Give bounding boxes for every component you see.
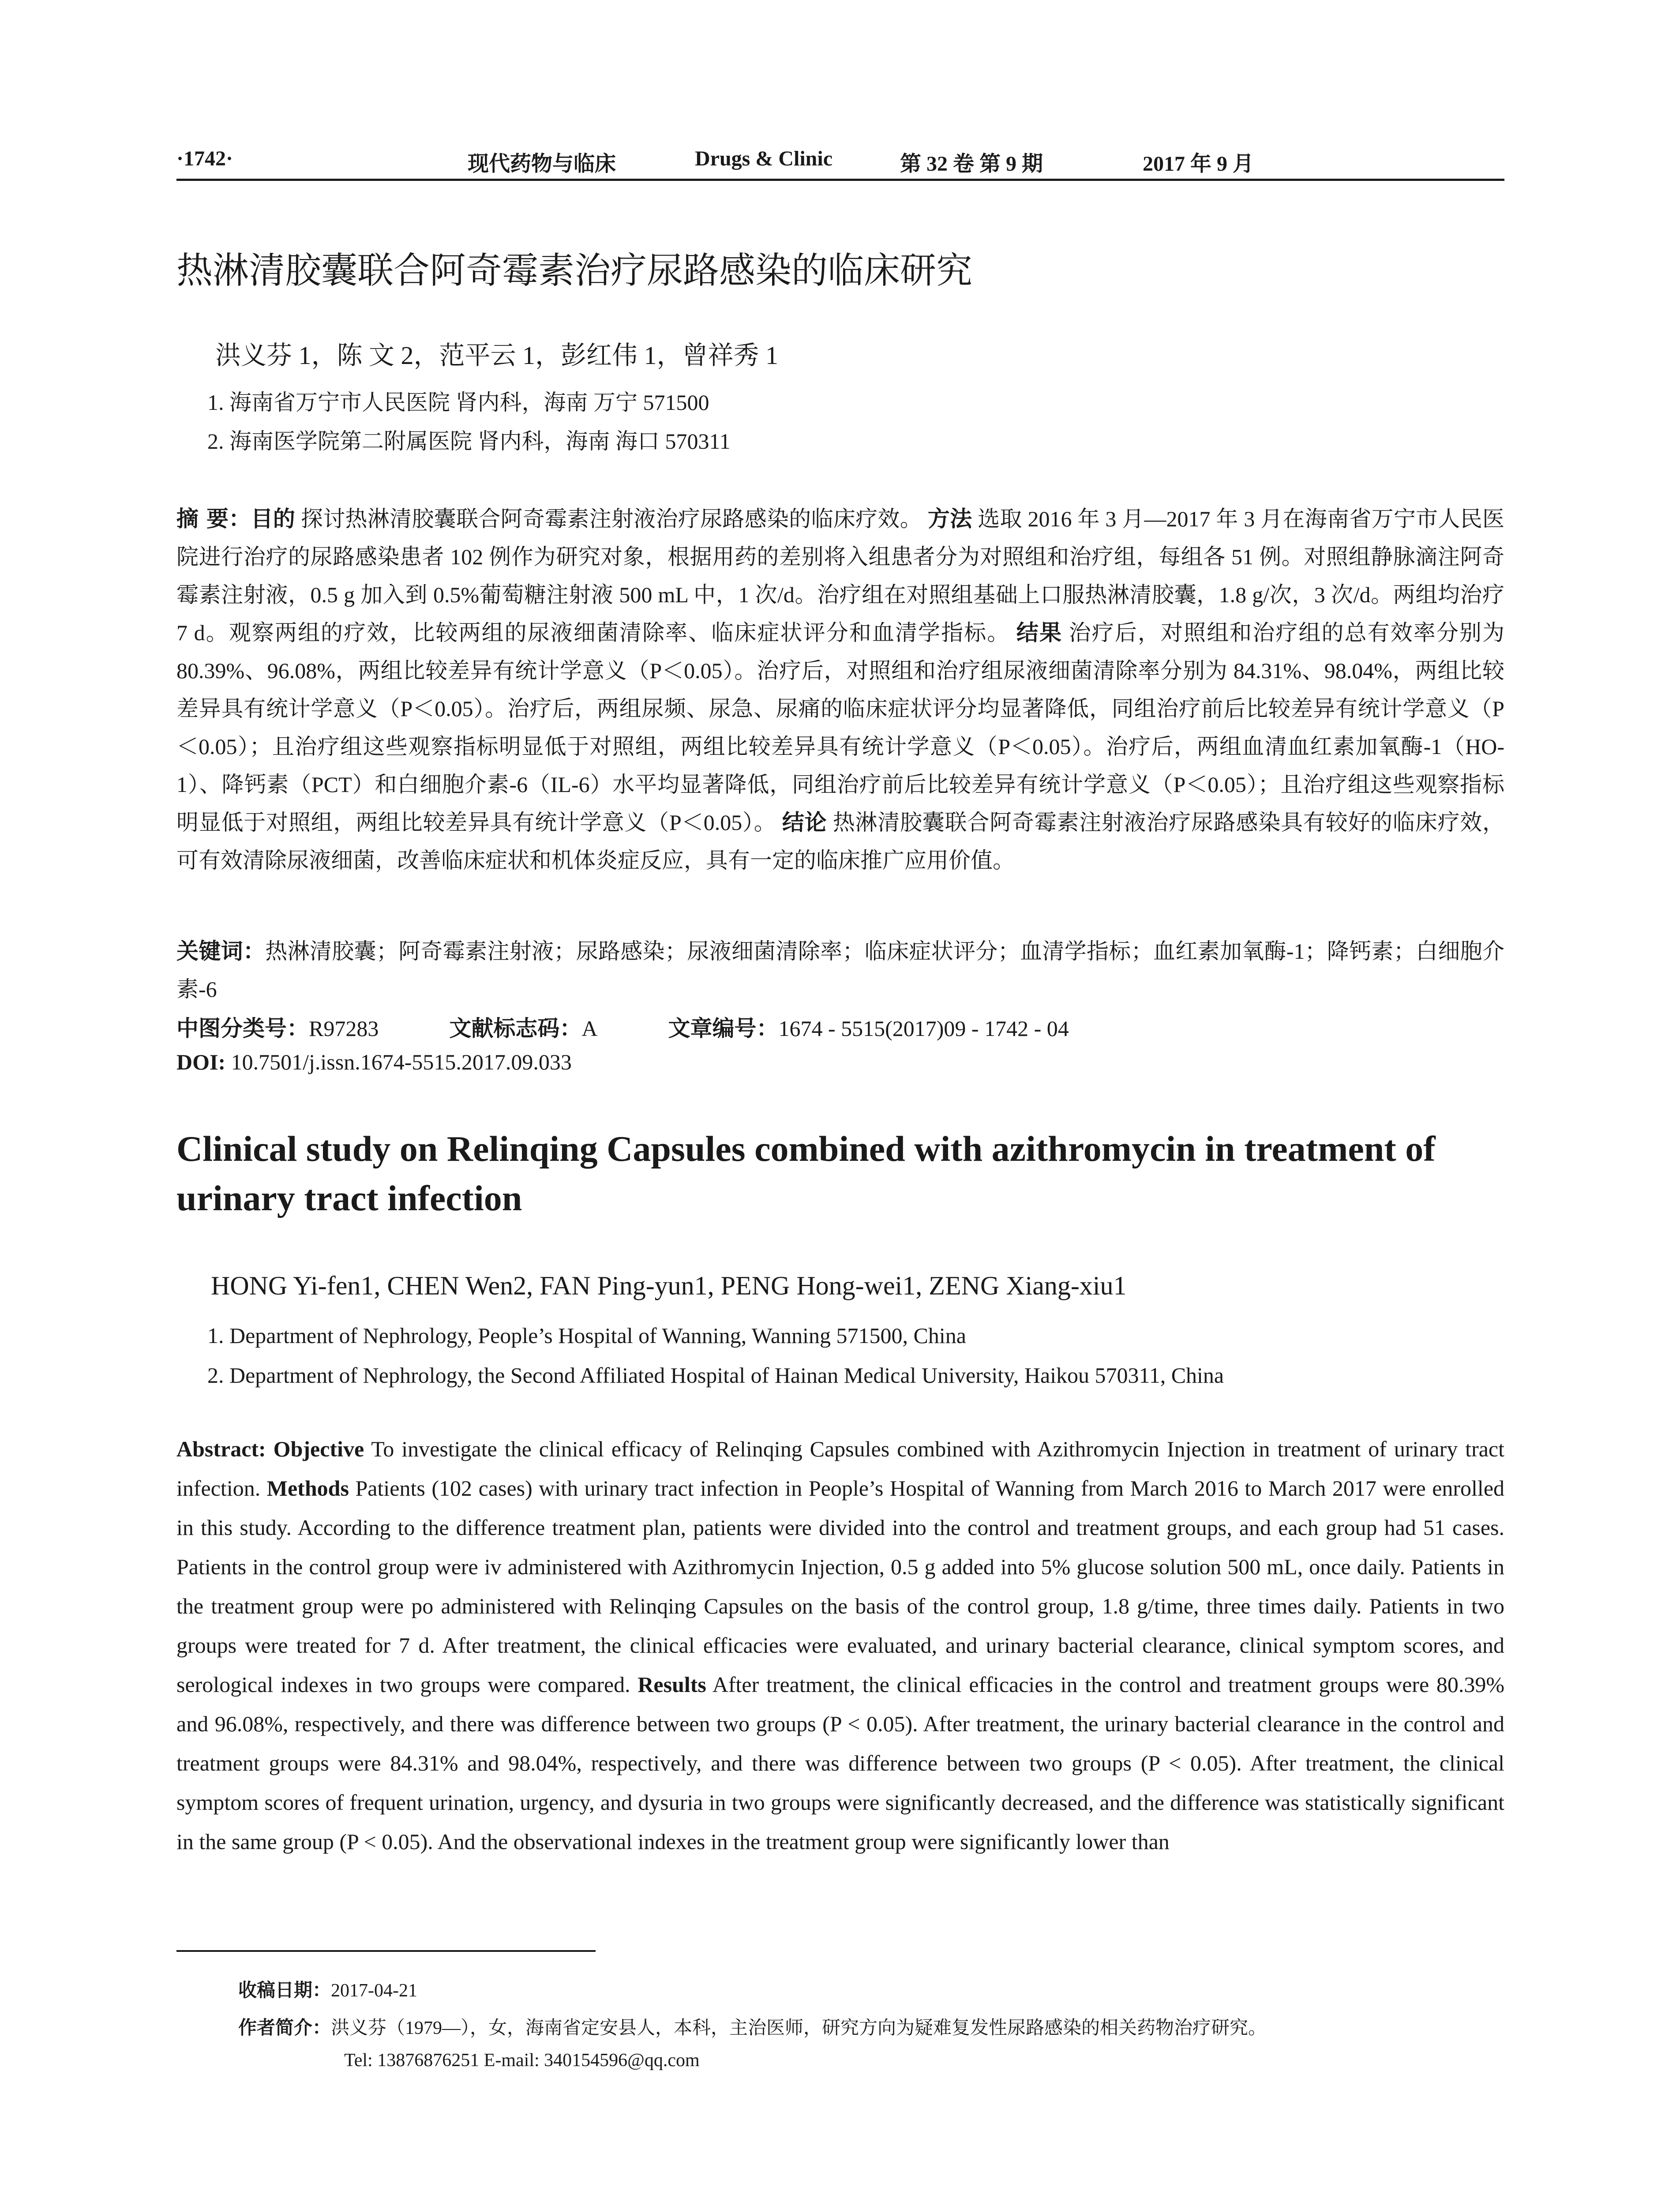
objective-label-en: Objective: [273, 1437, 364, 1461]
objective-text: 探讨热淋清胶囊联合阿奇霉素注射液治疗尿路感染的临床疗效。: [300, 506, 922, 531]
chinese-affiliation-1: 1. 海南省万宁市人民医院 肾内科，海南 万宁 571500: [207, 390, 709, 415]
english-affiliation-1: 1. Department of Nephrology, People’s Hospital of Wanning, Wanning 571500, China: [207, 1323, 966, 1348]
doi-label: DOI:: [176, 1050, 226, 1074]
article-no-value: 1674 - 5515(2017)09 - 1742 - 04: [778, 1016, 1069, 1041]
keywords-text: 热淋清胶囊；阿奇霉素注射液；尿路感染；尿液细菌清除率；临床症状评分；血清学指标；血红素加氧酶-1；降钙素；白细胞介素-6: [176, 939, 1504, 1002]
received-date: [238, 1976, 417, 2002]
classification-line: [176, 1009, 1069, 1047]
journal-date: 2017 年 9 月: [1143, 152, 1254, 176]
results-label-en: Results: [638, 1672, 706, 1697]
doi-line: [176, 1049, 572, 1075]
english-abstract: [176, 1429, 1504, 1861]
keywords: [176, 932, 1504, 1008]
doi-value[interactable]: 10.7501/j.issn.1674-5515.2017.09.033: [231, 1050, 572, 1074]
journal-issue: 第 32 卷 第 9 期: [900, 152, 1043, 176]
methods-label-en: Methods: [266, 1476, 349, 1501]
objective-text-en: To investigate the clinical efficacy of Relinqing Capsules combined with Azithromycin Injection in treatment of urinary tract infection.: [176, 1437, 1504, 1501]
running-header: [176, 140, 1504, 177]
article-no-label: 文章编号：: [668, 1016, 779, 1041]
english-title: Clinical study on Relinqing Capsules combined with azithromycin in treatment of urinary tract infection: [176, 1129, 1436, 1218]
author-bio: [238, 2013, 1267, 2040]
author-bio-label: 作者简介：: [238, 2017, 331, 2038]
conclusion-label: 结论: [782, 810, 827, 835]
methods-label: 方法: [927, 506, 972, 532]
chinese-affiliation-2: 2. 海南医学院第二附属医院 肾内科，海南 海口 570311: [207, 429, 731, 454]
methods-text: 选取 2016 年 3 月—2017 年 3 月在海南省万宁市人民医院进行治疗的尿路感染患者 102 例作为研究对象，根据用药的差别将入组患者分为对照组和治疗组，每组各 51 例。对照组静脉滴注阿奇霉素注射液，0.5 g 加入到 0.5%葡萄糖注射液 500 mL 中，1 次/d。治疗组在对照组基础上口服热淋清胶囊，1.8 g/次，3 次/d。两组均治疗 7 d。观察两组的疗效，比较两组的尿液细菌清除率、临床症状评分和血清学指标。: [176, 506, 1505, 645]
results-text: 治疗后，对照组和治疗组的总有效率分别为 80.39%、96.08%，两组比较差异有统计学意义（P＜0.05）。治疗后，对照组和治疗组尿液细菌清除率分别为 84.31%、98.04%，两组比较差异具有统计学意义（P＜0.05）。治疗后，两组尿频、尿急、尿痛的临床症状评分均显著降低，同组治疗前后比较差异有统计学意义（P＜0.05）；且治疗组这些观察指标明显低于对照组，两组比较差异具有统计学意义（P＜0.05）。治疗后，两组血清血红素加氧酶-1（HO-1）、降钙素（PCT）和白细胞介素-6（IL-6）水平均显著降低，同组治疗前后比较差异有统计学意义（P＜0.05）；且治疗组这些观察指标明显低于对照组，两组比较差异具有统计学意义（P＜0.05）。: [176, 620, 1505, 835]
received-value: 2017-04-21: [331, 1981, 417, 2001]
doc-code-label: 文献标志码：: [449, 1016, 582, 1041]
methods-text-en: Patients (102 cases) with urinary tract infection in People’s Hospital of Wanning from March 2016 to March 2017 were enrolled in this study. According to the difference treatment plan, patients were divided into the control and treatment groups, and each group had 51 cases. Patients in the control group were iv administered with Azithromycin Injection, 0.5 g added into 5% glucose solution 500 mL, once daily. Patients in the treatment group were po administered with Relinqing Capsules on the basis of the control group, 1.8 g/time, three times daily. Patients in two groups were treated for 7 d. After treatment, the clinical efficacies were evaluated, and urinary bacterial clearance, clinical symptom scores, and serological indexes in two groups were compared.: [176, 1476, 1505, 1697]
english-affiliation-2: 2. Department of Nephrology, the Second Affiliated Hospital of Hainan Medical University, Haikou 570311, China: [207, 1363, 1224, 1388]
abstract-label-en: Abstract:: [176, 1437, 266, 1461]
author-contact: Tel: 13876876251 E-mail: 340154596@qq.com: [344, 2050, 700, 2071]
author-bio-text: 洪义芬（1979—），女，海南省定安县人，本科，主治医师，研究方向为疑难复发性尿路感染的相关药物治疗研究。: [331, 2018, 1267, 2038]
received-label: 收稿日期：: [238, 1979, 331, 2001]
page-number: ·1742·: [176, 147, 233, 170]
abstract-label: 摘 要：: [176, 506, 251, 532]
objective-label: 目的: [251, 506, 296, 532]
journal-name-en: Drugs & Clinic: [695, 147, 832, 170]
clc-value: R97283: [309, 1016, 379, 1041]
results-text-en: After treatment, the clinical efficacies in the control and treatment groups were 80.39% and 96.08%, respectively, and there was difference between two groups (P < 0.05). After treatment, the urinary bacterial clearance in the control and treatment groups were 84.31% and 98.04%, respectively, and there was difference between two groups (P < 0.05). After treatment, the clinical symptom scores of frequent urination, urgency, and dysuria in two groups were significantly decreased, and the difference was statistically significant in the same group (P < 0.05). And the observational indexes in the treatment group were significantly lower than: [176, 1672, 1505, 1854]
chinese-title: 热淋清胶囊联合阿奇霉素治疗尿路感染的临床研究: [176, 250, 973, 292]
footnote-rule: [176, 1950, 596, 1952]
chinese-authors: 洪义芬 1，陈 文 2，范平云 1，彭红伟 1，曾祥秀 1: [215, 341, 779, 370]
english-authors: HONG Yi-fen1, CHEN Wen2, FAN Ping-yun1, PENG Hong-wei1, ZENG Xiang-xiu1: [211, 1271, 1127, 1300]
conclusion-text: 热淋清胶囊联合阿奇霉素注射液治疗尿路感染具有较好的临床疗效，可有效清除尿液细菌，改善临床症状和机体炎症反应，具有一定的临床推广应用价值。: [176, 810, 1505, 873]
chinese-abstract: [176, 500, 1504, 879]
doc-code-value: A: [581, 1016, 598, 1041]
clc-label: 中图分类号：: [176, 1016, 309, 1041]
journal-name-cn: 现代药物与临床: [468, 151, 616, 176]
results-label: 结果: [1016, 620, 1063, 645]
keywords-label: 关键词：: [176, 938, 266, 964]
header-rule: [176, 179, 1504, 181]
